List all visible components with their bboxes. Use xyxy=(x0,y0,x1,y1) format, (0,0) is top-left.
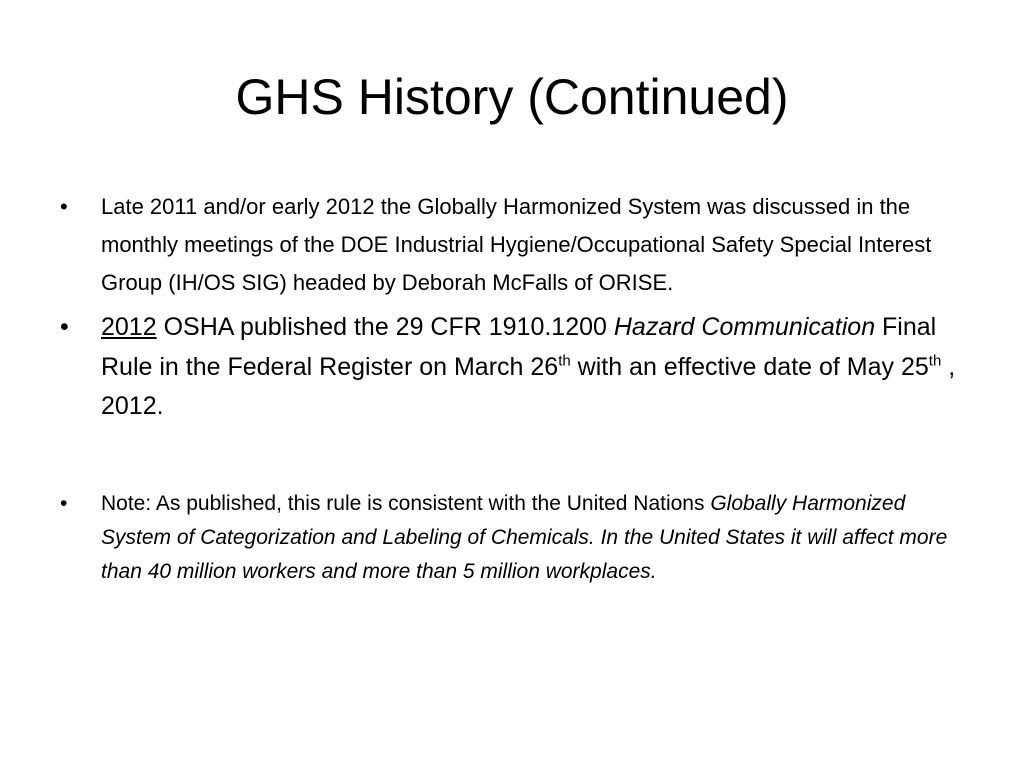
bullet-icon: • xyxy=(60,313,69,341)
bullet-3-text-a: Note: As published, this rule is consistent with the United Nations xyxy=(101,491,711,515)
bullet-2-year: 2012 xyxy=(101,313,157,341)
bullet-2-sup-a: th xyxy=(558,352,571,370)
bullet-icon: • xyxy=(60,491,68,515)
bullet-item-2 xyxy=(60,308,965,427)
bullet-2-text-a: OSHA published the 29 CFR 1910.1200 xyxy=(156,313,614,341)
bullet-2-text-c: with an effective date of May 25 xyxy=(570,352,929,381)
bullet-2-italic-title: Hazard Communication xyxy=(613,313,876,341)
bullet-1-text: Late 2011 and/or early 2012 the Globally Harmonized System was discussed in the monthly meetings of the DOE Industrial Hygiene/Occupational Safety Special Interest Group (IH/OS SIG) headed by Deborah McFalls of ORISE. xyxy=(101,194,932,295)
bullet-item-1 xyxy=(60,188,965,302)
bullet-2-sup-b: th xyxy=(928,352,942,370)
bullet-icon: • xyxy=(60,194,68,219)
bullet-item-3 xyxy=(60,487,965,589)
slide-title: GHS History (Continued) xyxy=(235,69,789,125)
bullet-2-text-b: Final Rule in the Federal Register on March 26 xyxy=(101,313,937,381)
bullet-2-text-d: , 2012. xyxy=(101,352,956,420)
bullet-list xyxy=(60,188,965,589)
bullet-3-italic: Globally Harmonized System of Categorization and Labeling of Chemicals. In the United States it will affect more than 40 million workers and more than 5 million workplaces. xyxy=(101,491,948,583)
